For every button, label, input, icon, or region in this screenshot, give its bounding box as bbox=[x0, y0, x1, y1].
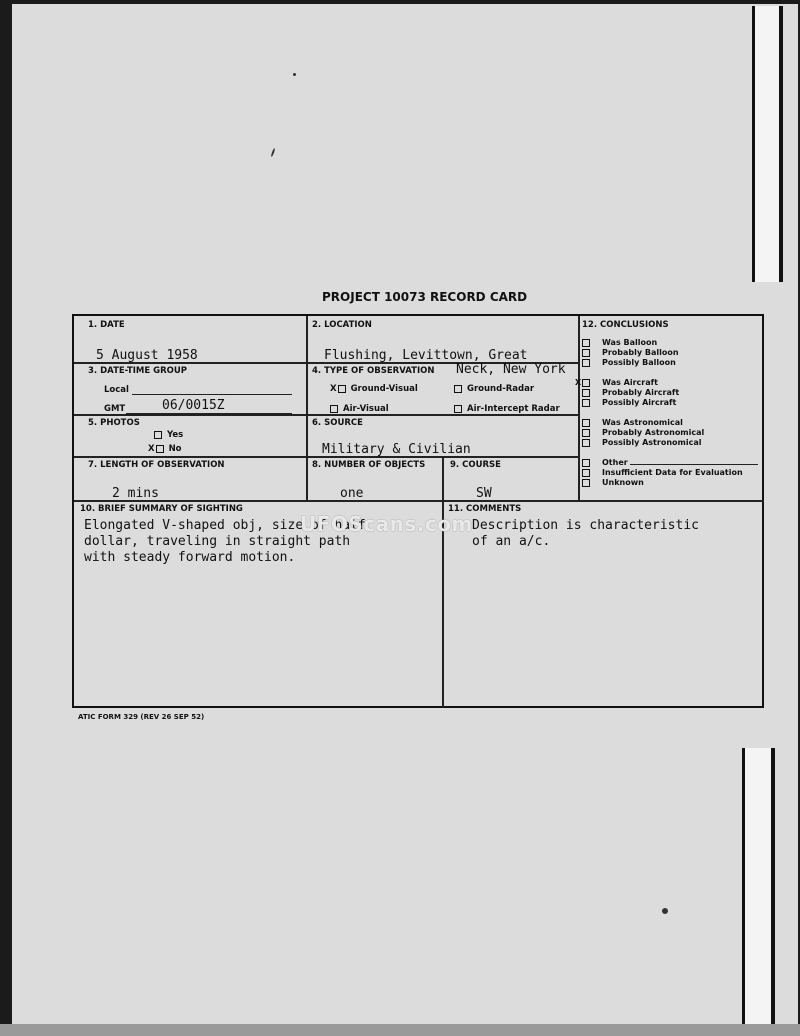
watermark-text: UFOScans.com bbox=[300, 512, 473, 536]
photos-yes-text: Yes bbox=[167, 430, 184, 440]
checkbox-icon bbox=[582, 379, 590, 387]
source-label: 6. SOURCE bbox=[312, 418, 363, 428]
conclusion-item bbox=[582, 398, 676, 407]
checkbox-icon bbox=[582, 469, 590, 477]
location-line1: Flushing, Levittown, Great bbox=[324, 348, 528, 363]
conclusion-item bbox=[582, 358, 676, 367]
binder-punch-bottom bbox=[742, 748, 775, 1024]
conclusion-item-text: Probably Astronomical bbox=[602, 428, 705, 437]
comments-line: Description is characteristic bbox=[472, 518, 699, 533]
conclusion-item bbox=[582, 458, 758, 467]
photos-no-option bbox=[148, 444, 182, 454]
comments-label: 11. COMMENTS bbox=[448, 504, 522, 514]
scan-speck bbox=[293, 73, 296, 76]
summary-line: dollar, traveling in straight path bbox=[84, 534, 351, 549]
grid-line bbox=[442, 456, 444, 708]
air-intercept-text: Air-Intercept Radar bbox=[467, 404, 560, 414]
conclusion-item bbox=[582, 348, 679, 357]
checkbox-icon bbox=[454, 405, 462, 413]
air-visual-text: Air-Visual bbox=[343, 404, 389, 414]
scan-speck bbox=[662, 908, 668, 914]
checkbox-icon bbox=[156, 445, 164, 453]
conclusion-item-text: Probably Aircraft bbox=[602, 388, 680, 397]
checkbox-icon bbox=[582, 419, 590, 427]
conclusion-item-text: Insufficient Data for Evaluation bbox=[602, 468, 743, 477]
checkbox-icon bbox=[582, 439, 590, 447]
ground-radar-text: Ground-Radar bbox=[467, 384, 535, 394]
course-value: SW bbox=[476, 486, 492, 501]
grid-line bbox=[306, 316, 308, 500]
checkbox-icon bbox=[582, 349, 590, 357]
checkbox-icon bbox=[582, 479, 590, 487]
conclusions-label: 12. CONCLUSIONS bbox=[582, 320, 669, 330]
conclusion-item bbox=[582, 428, 704, 437]
conclusion-item-text: Was Balloon bbox=[602, 338, 658, 347]
conclusion-check-mark: X bbox=[575, 378, 582, 387]
number-objects-value: one bbox=[340, 486, 364, 501]
conclusion-item bbox=[582, 438, 701, 447]
checkbox-icon bbox=[582, 429, 590, 437]
conclusion-item bbox=[582, 468, 743, 477]
summary-line: Elongated V-shaped obj, size of half bbox=[84, 518, 366, 533]
ground-visual-option bbox=[330, 384, 418, 394]
checkbox-icon bbox=[338, 385, 346, 393]
conclusion-item bbox=[582, 478, 644, 487]
ground-visual-text: Ground-Visual bbox=[350, 384, 418, 394]
gmt-label: GMT bbox=[104, 404, 126, 414]
course-label: 9. COURSE bbox=[450, 460, 501, 470]
grid-line bbox=[74, 500, 764, 502]
conclusion-item-text: Possibly Aircraft bbox=[602, 398, 677, 407]
card-title: PROJECT 10073 RECORD CARD bbox=[322, 290, 528, 304]
photos-label: 5. PHOTOS bbox=[88, 418, 140, 428]
length-value: 2 mins bbox=[112, 486, 159, 501]
length-label: 7. LENGTH OF OBSERVATION bbox=[88, 460, 225, 470]
date-label: 1. DATE bbox=[88, 320, 125, 330]
summary-line: with steady forward motion. bbox=[84, 550, 296, 565]
observation-type-label: 4. TYPE OF OBSERVATION bbox=[312, 366, 435, 376]
checkbox-icon bbox=[582, 389, 590, 397]
conclusion-item bbox=[582, 338, 657, 347]
local-time-line bbox=[132, 394, 292, 395]
gmt-line bbox=[126, 413, 292, 414]
conclusion-item bbox=[582, 388, 679, 397]
grid-line bbox=[578, 316, 580, 500]
conclusion-item-text: Was Aircraft bbox=[602, 378, 658, 387]
number-objects-label: 8. NUMBER OF OBJECTS bbox=[312, 460, 426, 470]
conclusion-item-text: Possibly Balloon bbox=[602, 358, 676, 367]
conclusion-item-text: Was Astronomical bbox=[602, 418, 683, 427]
ground-visual-check-mark: X bbox=[330, 384, 337, 394]
checkbox-icon bbox=[582, 399, 590, 407]
photos-yes-option bbox=[154, 430, 183, 440]
grid-line bbox=[74, 414, 578, 416]
source-value: Military & Civilian bbox=[322, 442, 471, 457]
form-id: ATIC FORM 329 (REV 26 SEP 52) bbox=[78, 713, 205, 721]
other-underline bbox=[630, 464, 758, 465]
checkbox-icon bbox=[154, 431, 162, 439]
datetime-group-label: 3. DATE-TIME GROUP bbox=[88, 366, 188, 376]
location-line2: Neck, New York bbox=[456, 362, 566, 377]
conclusion-item-text: Probably Balloon bbox=[602, 348, 679, 357]
photos-no-text: No bbox=[168, 444, 182, 454]
conclusion-item-text: Other bbox=[602, 458, 628, 467]
checkbox-icon bbox=[582, 359, 590, 367]
ground-radar-option bbox=[454, 384, 534, 394]
checkbox-icon bbox=[330, 405, 338, 413]
air-visual-option bbox=[330, 404, 389, 414]
checkbox-icon bbox=[582, 339, 590, 347]
conclusion-item-text: Unknown bbox=[602, 478, 644, 487]
conclusion-item bbox=[582, 418, 683, 427]
gmt-value: 06/0015Z bbox=[162, 398, 225, 413]
air-intercept-option bbox=[454, 404, 560, 414]
conclusion-item bbox=[575, 378, 658, 387]
record-card bbox=[72, 314, 764, 708]
photos-no-check-mark: X bbox=[148, 444, 155, 454]
scan-bottom-edge bbox=[0, 1024, 800, 1036]
local-time-label: Local bbox=[104, 385, 129, 395]
location-label: 2. LOCATION bbox=[312, 320, 372, 330]
checkbox-icon bbox=[454, 385, 462, 393]
comments-line: of an a/c. bbox=[472, 534, 551, 549]
checkbox-icon bbox=[582, 459, 590, 467]
binder-punch-top bbox=[752, 6, 783, 282]
conclusion-item-text: Possibly Astronomical bbox=[602, 438, 702, 447]
date-value: 5 August 1958 bbox=[96, 348, 198, 363]
summary-label: 10. BRIEF SUMMARY OF SIGHTING bbox=[80, 504, 243, 514]
